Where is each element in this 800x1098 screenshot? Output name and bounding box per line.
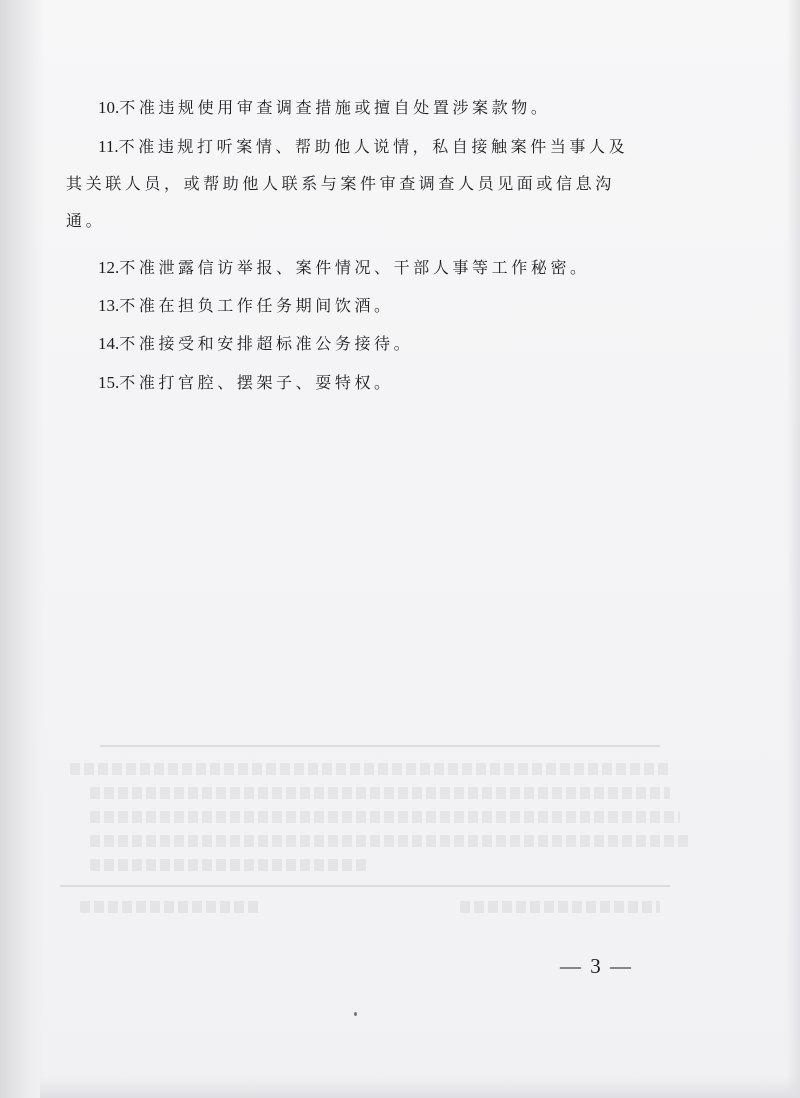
rule-text: 不准泄露信访举报、案件情况、干部人事等工作秘密。 — [119, 258, 590, 277]
rule-number: 10. — [98, 98, 120, 117]
rule-number: 14. — [98, 334, 120, 353]
rule-item-14 — [66, 325, 646, 362]
rule-item-12 — [66, 249, 646, 286]
bleed-text-line — [70, 763, 670, 775]
bleed-text-line — [80, 901, 260, 913]
bleed-text-line — [460, 901, 660, 913]
bleed-text-line — [90, 787, 670, 799]
rule-text: 不准在担负工作任务期间饮酒。 — [119, 296, 394, 315]
rule-number: 11. — [98, 137, 119, 156]
bleed-rule — [100, 745, 660, 747]
rule-text: 不准接受和安排超标准公务接待。 — [119, 334, 414, 353]
bleed-text-line — [90, 859, 370, 871]
rule-text: 不准违规使用审查调查措施或擅自处置涉案款物。 — [119, 98, 551, 117]
rule-text: 不准打官腔、摆架子、耍特权。 — [119, 373, 394, 392]
rule-number: 15. — [98, 373, 120, 392]
page-number: — 3 — — [560, 954, 633, 978]
rule-item-10 — [66, 89, 646, 126]
rule-item-11 — [66, 128, 646, 239]
bleed-text-line — [90, 811, 680, 823]
scan-right-edge — [786, 0, 800, 1098]
scan-bottom-edge — [40, 1076, 800, 1098]
rule-number: 12. — [98, 258, 120, 277]
rule-item-13 — [66, 287, 646, 324]
scan-speck — [354, 1012, 357, 1016]
bleed-rule — [60, 885, 670, 887]
rule-item-15 — [66, 364, 646, 401]
show-through-texture — [60, 735, 700, 915]
rule-text: 不准违规打听案情、帮助他人说情，私自接触案件当事人及其关联人员，或帮助他人联系与案件审查调查人员见面或信息沟通。 — [66, 137, 629, 230]
bleed-text-line — [90, 835, 690, 847]
scan-left-shadow — [0, 0, 44, 1098]
rule-number: 13. — [98, 296, 120, 315]
